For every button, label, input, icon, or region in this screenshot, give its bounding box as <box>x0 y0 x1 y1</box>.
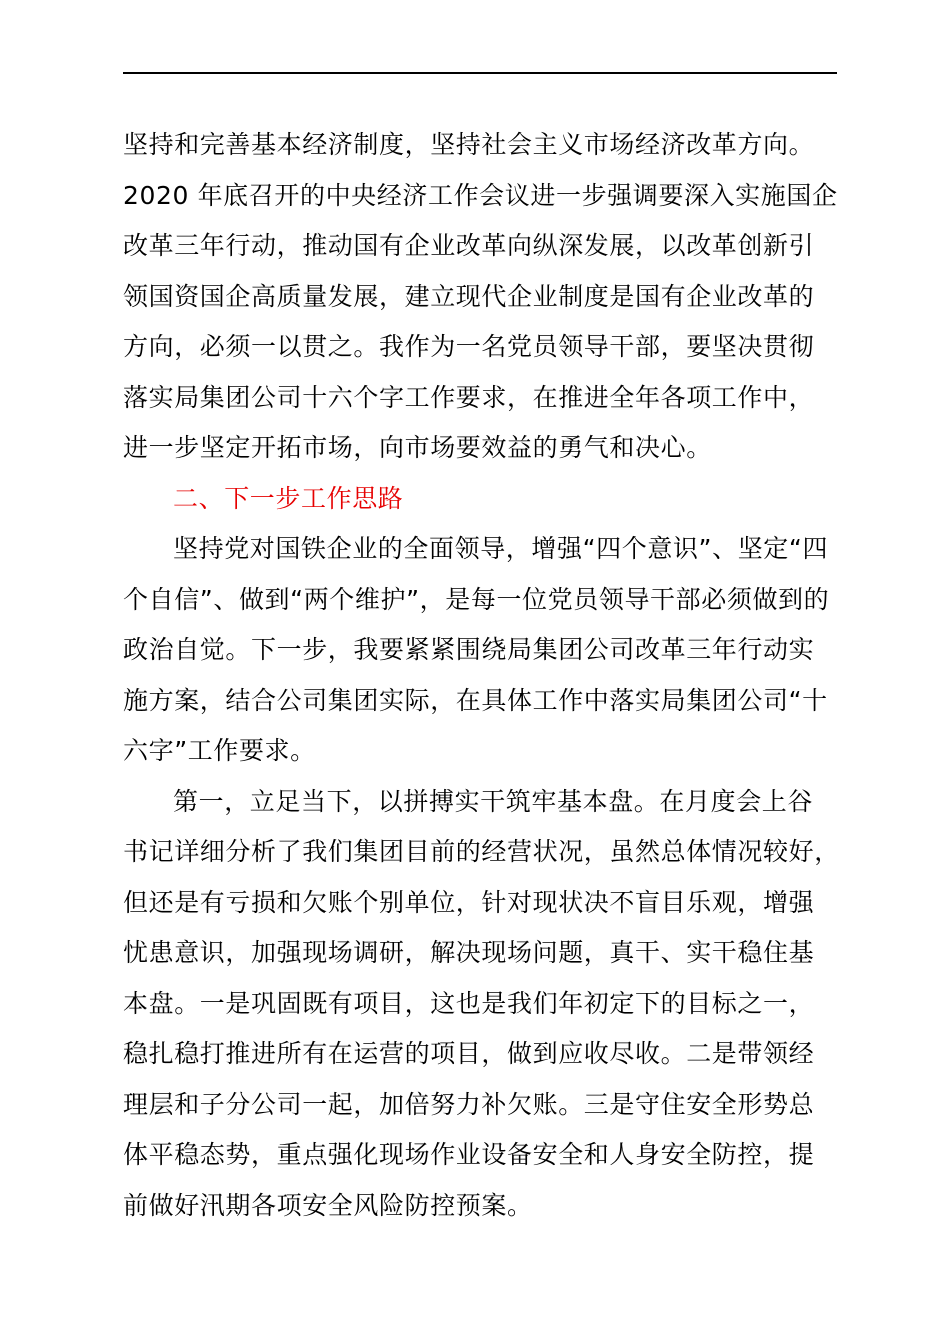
text-line: 坚持和完善基本经济制度，坚持社会主义市场经济改革方向。 <box>123 130 815 159</box>
text-line: 前做好汛期各项安全风险防控预案。 <box>123 1190 533 1220</box>
text-line: 坚持党对国铁企业的全面领导，增强“四个意识”、坚定“四 <box>173 534 829 563</box>
text-line: 方向，必须一以贯之。我作为一名党员领导干部，要坚决贯彻 <box>123 332 815 361</box>
text-line: 个自信”、做到“两个维护”，是每一位党员领导干部必须做到的 <box>123 584 830 614</box>
paragraph-section1-tail <box>123 120 843 474</box>
text-line: 但还是有亏损和欠账个别单位，针对现状决不盲目乐观，增强 <box>123 887 815 917</box>
text-line: 改革三年行动，推动国有企业改革向纵深发展，以改革创新引 <box>123 231 815 260</box>
section-heading: 二、下一步工作思路 <box>173 483 404 513</box>
text-line: 政治自觉。下一步，我要紧紧围绕局集团公司改革三年行动实 <box>123 635 815 664</box>
header-rule <box>123 72 837 74</box>
text-line: 本盘。一是巩固既有项目，这也是我们年初定下的目标之一， <box>123 988 815 1018</box>
text-line: 理层和子分公司一起，加倍努力补欠账。三是守住安全形势总 <box>123 1089 815 1119</box>
text-line: 第一，立足当下，以拼搏实干筑牢基本盘。在月度会上谷 <box>173 786 814 816</box>
text-line: 六字”工作要求。 <box>123 736 316 765</box>
text-line: 施方案，结合公司集团实际，在具体工作中落实局集团公司“十 <box>123 685 828 715</box>
document-body <box>123 120 843 1231</box>
text-line: 2020 年底召开的中央经济工作会议进一步强调要深入实施国企 <box>123 180 838 210</box>
text-line: 进一步坚定开拓市场，向市场要效益的勇气和决心。 <box>123 433 712 462</box>
text-line: 领国资国企高质量发展，建立现代企业制度是国有企业改革的 <box>123 281 815 311</box>
text-line: 书记详细分析了我们集团目前的经营状况，虽然总体情况较好， <box>123 837 840 866</box>
text-line: 体平稳态势，重点强化现场作业设备安全和人身安全防控，提 <box>123 1140 815 1169</box>
text-line: 忧患意识，加强现场调研，解决现场问题，真干、实干稳住基 <box>123 938 815 967</box>
paragraph-2 <box>123 524 843 777</box>
paragraph-3 <box>123 777 843 1232</box>
text-line: 落实局集团公司十六个字工作要求，在推进全年各项工作中， <box>123 382 815 412</box>
text-line: 稳扎稳打推进所有在运营的项目，做到应收尽收。二是带领经 <box>123 1039 815 1068</box>
